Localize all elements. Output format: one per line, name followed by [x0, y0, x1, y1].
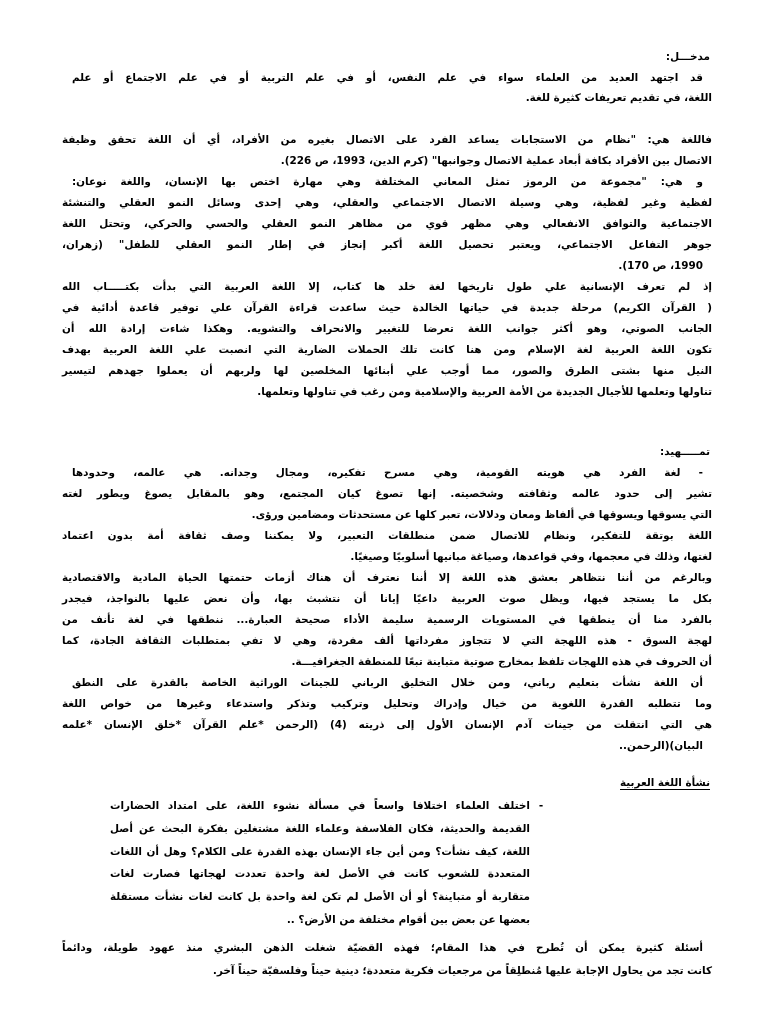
preface-line: أن الحروف في هذه اللهجات تلفظ بمخارج صوتية متباينة تبعًا للمنطقة الجغرافيـــة.	[291, 656, 712, 668]
preface-line: لهجة السوق - هذه اللهجة التي لا تتجاوز مفرداتها ألف مفردة، وهي لا تفي بمتطلبات الثقافة الجادة، كما	[62, 635, 712, 647]
intro-line: قد اجتهد العديد من العلماء سواء في علم النفس، أو في علم التربية أو في علم الاجتماع أو علم	[72, 71, 703, 84]
origin-line: متقاربة أو متباينة؟ أو أن الأصل لم تكن لغة واحدة بل كانت لغات نشأت مستقلة	[110, 891, 530, 904]
origin-line: بعضها عن بعض بين أقوام مختلفة من الأرض؟ ..	[286, 913, 530, 926]
definition-line: تناولها وتعلمها للأجيال الجديدة من الأمة العربية والإسلامية ومن رغب في تناولها وتعلمها.	[257, 386, 712, 398]
intro-heading: مدخـــل:	[665, 51, 710, 63]
definition-line: ( القرآن الكريم) مرحلة جديدة في حياتها الخالدة حيث ساعدت قراءة القرآن علي توفير قاعدة أدائية في	[62, 302, 712, 314]
intro-line: اللغة، في تقديم تعريفات كثيرة للغة.	[525, 92, 712, 104]
preface-line: تشير إلى حدود عالمه وثقافته وشخصيته. إنها تصوغ كيان المجتمع، وهو بالمقابل يصوغ ويطور لغته	[62, 488, 712, 500]
definition-line: لفظية وغير لفظية، وهي وسيلة الاتصال الاجتماعي والعقلي، وهي إحدى وسائل النمو العقلي والتنشئة	[62, 197, 712, 209]
preface-line: بكل ما يستجد فيها، ويظل صوت العربية داعيًا إيانا أن نتشبث بها، وأن نعض عليها بالنواجذ، فيجدر	[62, 593, 712, 605]
definition-line: و هي: "مجموعة من الرموز تمثل المعاني المختلفة وهي مهارة اختص بها الإنسان، واللغة نوعان:	[72, 176, 703, 188]
definition-line: فاللغة هي: "نظام من الاستجابات يساعد الفرد على الاتصال بغيره من الأفراد، أي أن اللغة تحقق وظيفة	[62, 134, 712, 146]
preface-heading: تمـــــهيد:	[660, 446, 710, 458]
preface-line: اللغة بوتقة للتفكير، ونظام للاتصال ضمن منطلقات التعبير، ولا يمكننا وصف ثقافة أمة بدون اعتماد	[62, 530, 712, 542]
closing-section	[62, 937, 712, 983]
origin-heading-section	[62, 773, 712, 794]
preface-line: هي التي انتقلت من جينات آدم الإنسان الأول إلى ذريته (4) (الرحمن *علم القرآن *خلق الإنسان *علمه	[62, 719, 713, 731]
definition-line: الاتصال بين الأفراد بكافة أبعاد عملية الاتصال وجوانبها" (كرم الدين، 1993، ص 226).	[280, 155, 712, 167]
closing-line: أسئلة كثيرة يمكن أن تُطرح في هذا المقام؛ فهذه القضيّة شغلت الذهن البشري منذ عهود طويلة، ودائماً	[62, 942, 703, 954]
preface-line: وبالرغم من أننا نتظاهر بعشق هذه اللغة إلا أننا نعترف أن هناك أزمات حتمتها الحياة المادية والاقتصادية	[62, 572, 712, 584]
definition-line: الجانب الصوتي، وهو أكثر جوانب اللغة تعرضا للتغيير والانحراف والتشويه. وهكذا شاءت إرادة الله أن	[62, 323, 712, 335]
preface-line: - لغة الفرد هي هويته القومية، وهي مسرح تفكيره، ومجال وجدانه. هي عالمه، وحدودها	[72, 467, 703, 479]
preface-line: بالفرد منا أن ينطقها في المستويات الرسمية سليمة الأداء صحيحة العبارة... ننطقها في لغة تأنف من	[62, 614, 712, 626]
closing-line: كانت تجد من يحاول الإجابة عليها مُنطلِقاً من مرجعيات فكرية متعددة؛ دينية حيناً وفلسفيّة حيناً آخر.	[212, 965, 712, 977]
preface-line: التي يسوقها ويسوقها في ألفاظ ومعان ودلالات، تعبر كلها عن مستحدثات ومضامين ورؤى.	[251, 509, 712, 521]
origin-bullet: -	[538, 800, 544, 812]
definitions-section	[62, 130, 712, 403]
definition-line: 1990، ص 170).	[618, 260, 703, 272]
definition-line: الاجتماعية والتوافق الانفعالي وهي مظهر قوي من مظاهر النمو العقلي والحسي والحركي، وتحتل اللغة	[62, 218, 712, 230]
preface-line: البيان)(الرحمن..	[619, 740, 703, 752]
intro-section	[62, 47, 712, 109]
definition-line: إذ لم تعرف الإنسانية علي طول تاريخها لغة خلد ها كتاب، إلا اللغة العربية التي بدأت بكتـــــاب الله	[62, 281, 712, 293]
origin-line: القديمة والحديثة، فكان الفلاسفة وعلماء اللغة مشتغلين بفكرة البحث عن أصل	[110, 822, 530, 835]
definition-line: جوهر التفاعل الاجتماعي، ويعتبر تحصيل اللغة أكبر إنجاز في إطار النمو العقلي للطفل" (زهران،	[62, 239, 712, 251]
preface-section	[62, 442, 712, 757]
preface-line: وما تتطلبه القدرة اللغوية من خيال وإدراك وتحليل وتركيب وتذكر واستدعاء وغيرها من خواص اللغة	[62, 698, 712, 710]
preface-line: لغتها، وذلك في معجمها، وفي قواعدها، وصياغة مبانيها أسلوبيًا وصيغيًا.	[350, 551, 712, 563]
definition-line: تكون اللغة العربية لغة الإسلام ومن هنا كانت تلك الحملات الضارية التي انصبت علي اللغة العربية بهدف	[62, 344, 712, 356]
origin-heading-text: نشأة اللغة العربية	[620, 777, 710, 789]
definition-line: النيل منها بشتى الطرق والصور، مما أوجب علي أبنائها المخلصين لها ولربهم أن يعملوا جهدهم لتيسير	[62, 365, 712, 377]
preface-line: أن اللغة نشأت بتعليم رباني، ومن خلال التخليق الرباني للجينات الوراثية الخاصة بالقدرة على النطق	[72, 677, 703, 689]
origin-section	[110, 795, 530, 932]
origin-line: اللغة، كيف نشأت؟ ومن أين جاء الإنسان بهذه القدرة على الكلام؟ وهل أن اللغات	[110, 845, 530, 858]
origin-heading	[62, 773, 712, 794]
origin-line: اختلف العلماء اختلافا واسعاً في مسألة نشوء اللغة، على امتداد الحضارات	[110, 800, 530, 812]
origin-line: المتعددة للشعوب كانت في الأصل لغة واحدة تعددت لهجاتها فصارت لغات	[110, 868, 530, 881]
